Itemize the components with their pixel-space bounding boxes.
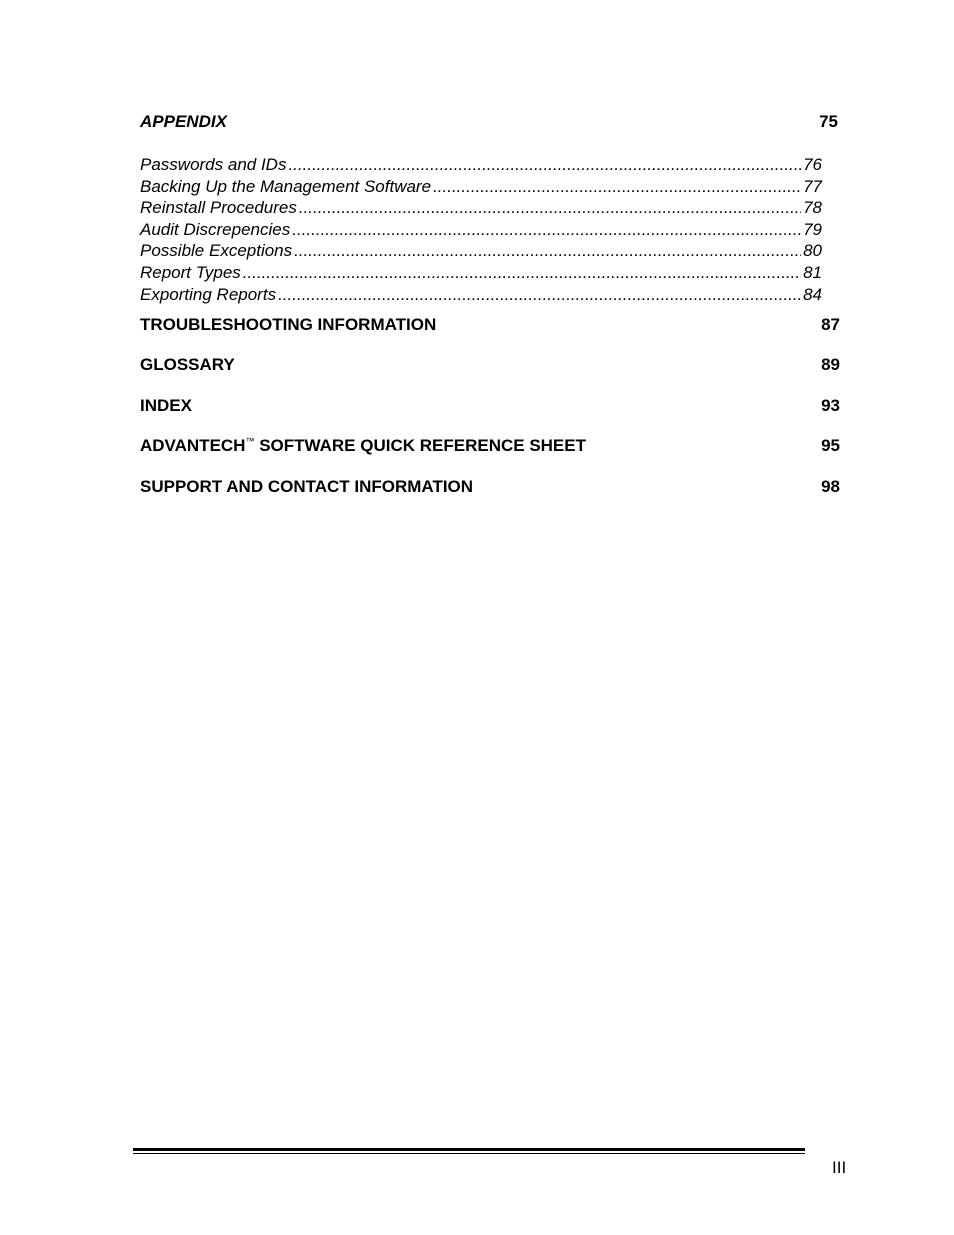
- toc-section-title: INDEX: [140, 396, 192, 415]
- toc-page-number: 75: [819, 112, 838, 131]
- footer-rule-thin: [133, 1153, 805, 1154]
- dot-leader: [243, 262, 801, 284]
- toc-page-number: 89: [821, 355, 840, 374]
- toc-page-number: 81: [803, 262, 822, 282]
- toc-title-rest: SOFTWARE QUICK REFERENCE SHEET: [254, 436, 586, 455]
- toc-entry-label: Exporting Reports: [140, 284, 277, 304]
- trademark-symbol: ™: [245, 436, 255, 446]
- toc-page-number: 95: [821, 436, 840, 455]
- dot-leader: [292, 219, 801, 241]
- toc-entry-reinstall[interactable]: [140, 197, 822, 219]
- toc-page-number: 98: [821, 477, 840, 496]
- dot-leader: [299, 197, 801, 219]
- toc-section-troubleshooting[interactable]: [140, 315, 840, 335]
- toc-section-quick-reference[interactable]: [140, 436, 840, 456]
- toc-entry-label: Backing Up the Management Software: [140, 176, 432, 196]
- toc-entry-label: Audit Discrepencies: [140, 219, 291, 239]
- toc-section-support[interactable]: [140, 477, 840, 497]
- toc-entry-exceptions[interactable]: [140, 240, 822, 262]
- toc-page-number: 77: [803, 176, 822, 196]
- toc-section-title: [140, 436, 586, 456]
- toc-section-title: TROUBLESHOOTING INFORMATION: [140, 315, 437, 334]
- toc-section-index[interactable]: [140, 396, 840, 416]
- toc-entry-exporting[interactable]: [140, 284, 822, 306]
- toc-sub-list: [140, 154, 822, 305]
- toc-entry-label: Report Types: [140, 262, 241, 282]
- dot-leader: [294, 240, 801, 262]
- toc-entry-label: Passwords and IDs: [140, 155, 287, 174]
- toc-page-number: 84: [803, 284, 822, 304]
- footer-rule-thick: [133, 1148, 805, 1151]
- dot-leader: [288, 154, 801, 176]
- toc-title-brand: ADVANTECH: [140, 436, 246, 455]
- toc-page-number: 79: [803, 219, 822, 239]
- toc-entry-report-types[interactable]: [140, 262, 822, 284]
- toc-entry-passwords[interactable]: [140, 154, 822, 176]
- toc-section-title: SUPPORT AND CONTACT INFORMATION: [140, 477, 474, 496]
- toc-entry-label: Possible Exceptions: [140, 241, 293, 261]
- toc-page-number: 76: [803, 155, 822, 174]
- dot-leader: [278, 284, 801, 306]
- toc-page-number: 80: [803, 241, 822, 261]
- toc-section-appendix[interactable]: [140, 112, 838, 132]
- toc-entry-label: Reinstall Procedures: [140, 198, 297, 218]
- toc-section-title: APPENDIX: [140, 112, 227, 131]
- dot-leader: [433, 176, 801, 198]
- toc-page-number: 93: [821, 396, 840, 415]
- toc-section-glossary[interactable]: [140, 355, 840, 375]
- toc-page-number: 78: [803, 198, 822, 218]
- toc-entry-backing-up[interactable]: [140, 176, 822, 198]
- toc-section-title: GLOSSARY: [140, 355, 235, 374]
- toc-page-number: 87: [821, 315, 840, 334]
- footer-page-number: III: [832, 1158, 847, 1177]
- toc-entry-audit[interactable]: [140, 219, 822, 241]
